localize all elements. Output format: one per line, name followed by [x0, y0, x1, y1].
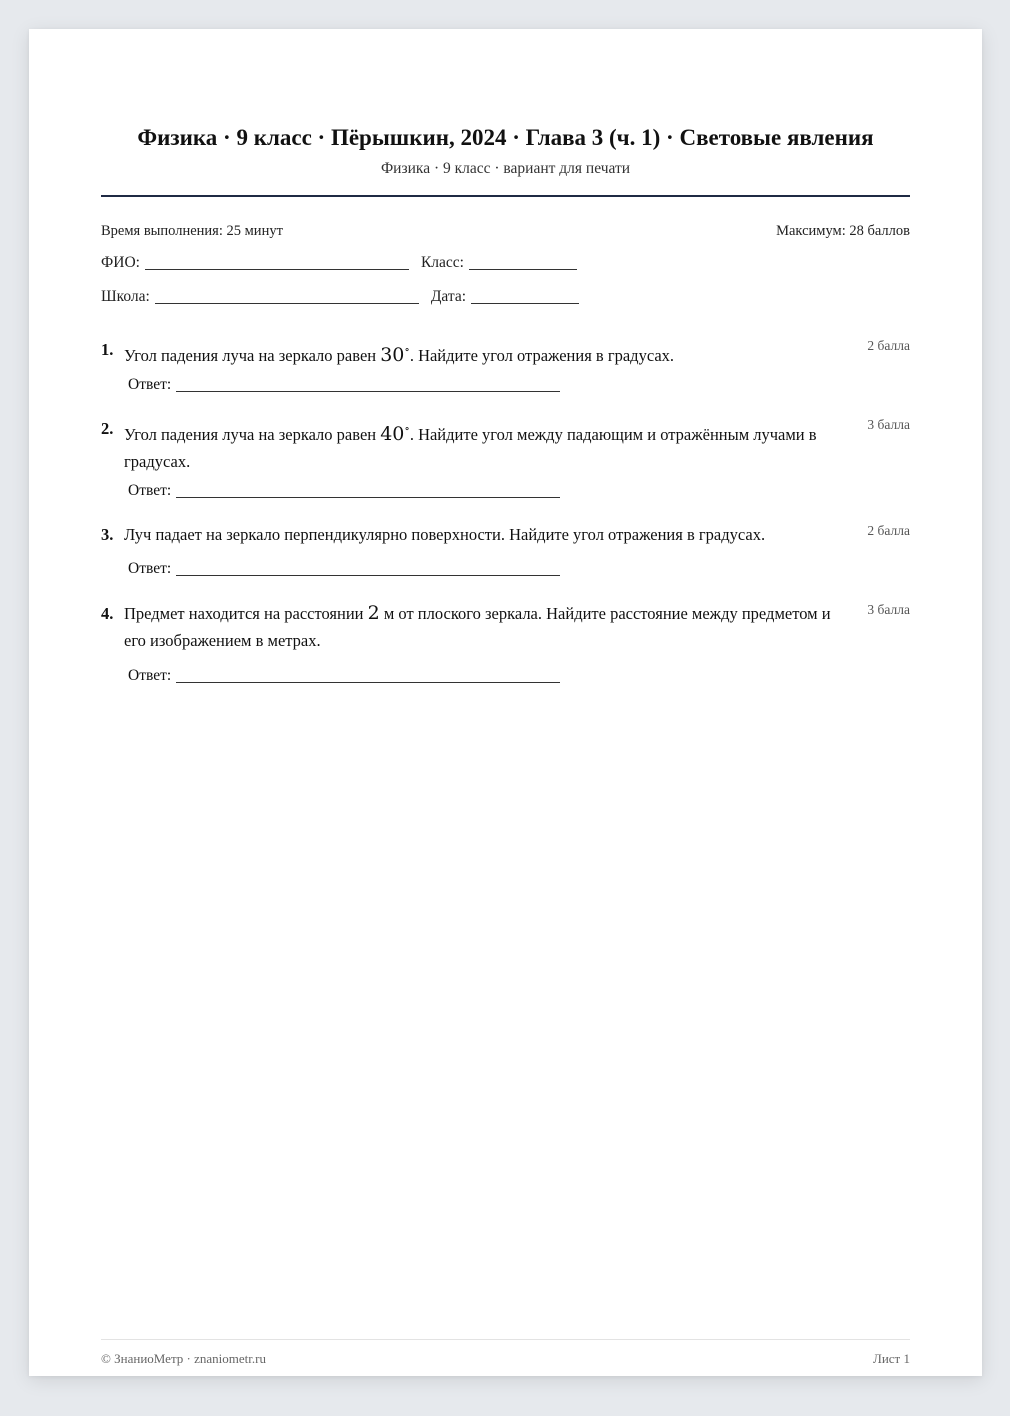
answer-blank[interactable]: [176, 561, 560, 576]
question-number: 4.: [101, 604, 114, 623]
answer-label: Ответ:: [128, 667, 172, 684]
answer-line: [128, 481, 560, 501]
question-number: 1.: [101, 340, 114, 359]
class-label: Класс:: [420, 254, 464, 271]
answer-blank[interactable]: [176, 377, 560, 392]
school-label: Школа:: [101, 288, 150, 305]
math-value: 40∘: [380, 422, 410, 445]
fio-label: ФИО:: [101, 254, 140, 271]
answer-blank[interactable]: [176, 483, 560, 498]
answer-label: Ответ:: [128, 560, 172, 577]
answer-line: [128, 375, 560, 395]
footer-copyright: © ЗнаниоМетр · znaniometr.ru: [101, 1351, 266, 1366]
page-title: Физика · 9 класс · Пёрышкин, 2024 · Глава 3 (ч. 1) · Световые явления: [137, 125, 874, 150]
worksheet-page: [29, 29, 982, 1376]
class-blank[interactable]: [469, 255, 577, 270]
question-text: Луч падает на зеркало перпендикулярно поверхности. Найдите угол отражения в градусах.: [124, 525, 766, 544]
school-blank[interactable]: [155, 289, 419, 304]
max-score: Максимум: 28 баллов: [776, 223, 910, 239]
footer-divider: [101, 1339, 910, 1340]
question-text: Предмет находится на расстоянии 2 м от плоского зеркала. Найдите расстояние между предметом и его изображением в метрах.: [124, 602, 831, 650]
question-points: 3 балла: [867, 602, 910, 617]
question-text: Угол падения луча на зеркало равен 30∘. Найдите угол отражения в градусах.: [124, 343, 675, 366]
answer-line: [128, 559, 560, 579]
answer-label: Ответ:: [128, 376, 172, 393]
page-content: [101, 29, 910, 1376]
math-value: 30∘: [380, 343, 410, 366]
time-limit: Время выполнения: 25 минут: [101, 223, 283, 239]
student-fields-row-2: [101, 287, 579, 307]
page-footer: [101, 1351, 910, 1367]
answer-label: Ответ:: [128, 482, 172, 499]
question-points: 2 балла: [867, 523, 910, 538]
answer-line: [128, 666, 560, 686]
question-points: 2 балла: [867, 338, 910, 353]
date-blank[interactable]: [471, 289, 579, 304]
question-number: 3.: [101, 525, 114, 544]
answer-blank[interactable]: [176, 668, 560, 683]
page-subtitle: Физика · 9 класс · вариант для печати: [380, 160, 631, 177]
header-divider: [101, 195, 910, 197]
footer-page-number: Лист 1: [873, 1351, 910, 1366]
question-points: 3 балла: [867, 417, 910, 432]
meta-row: [101, 222, 910, 240]
date-label: Дата:: [430, 288, 467, 305]
math-value: 2: [367, 602, 380, 624]
question-text: Угол падения луча на зеркало равен 40∘. Найдите угол между падающим и отражённым лучами в градусах.: [124, 422, 817, 471]
question-number: 2.: [101, 419, 114, 438]
fio-blank[interactable]: [145, 255, 409, 270]
student-fields-row-1: [101, 253, 577, 273]
